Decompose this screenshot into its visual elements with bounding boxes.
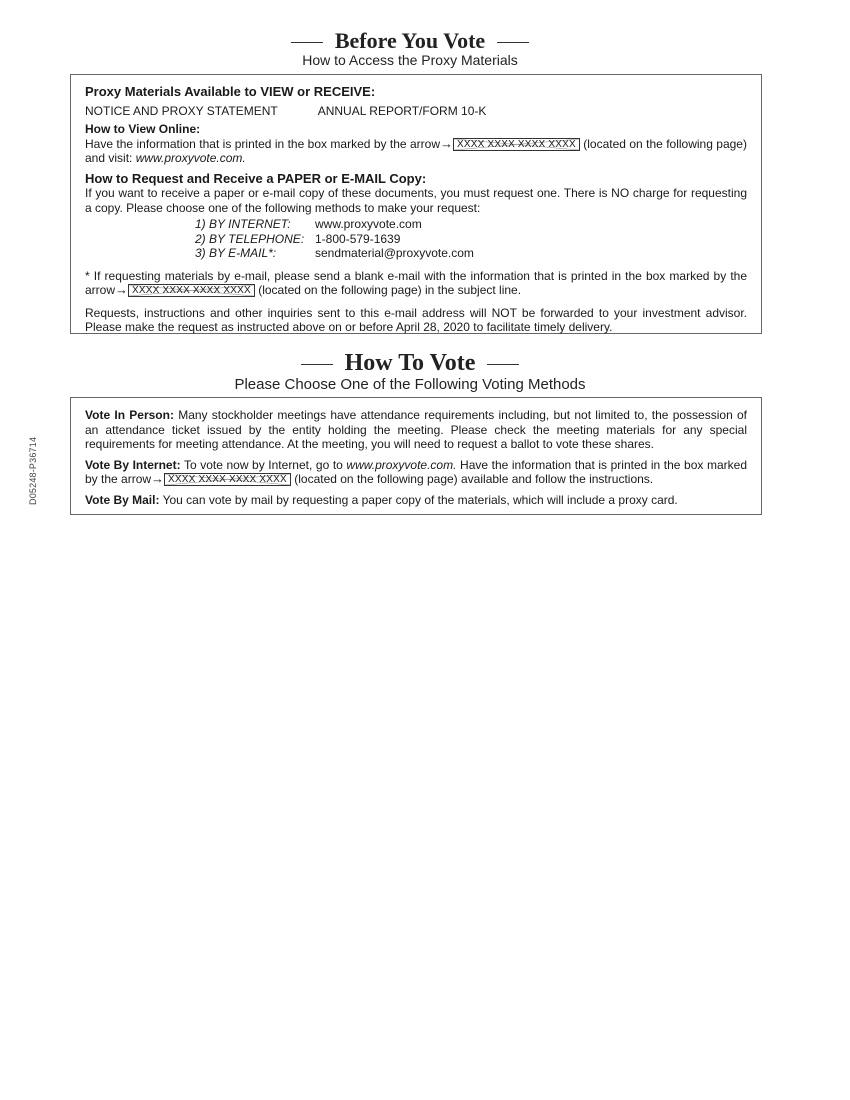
title-rule-right bbox=[487, 364, 519, 365]
method-label: 1) BY INTERNET: bbox=[195, 217, 291, 231]
before-you-vote-title bbox=[0, 28, 820, 54]
arrow-icon: → bbox=[440, 135, 453, 151]
title-rule-left bbox=[301, 364, 333, 365]
vote-in-person: Vote In Person: Many stockholder meetings have attendance requirements including, but not limited to, the possession of an attendance ticket issued by the entity holding the meeting. Please check the meeting materials for any special requirements for meeting attendance. At the meeting, you will need to request a ballot to vote these shares. bbox=[85, 408, 747, 451]
proxy-materials-box bbox=[70, 74, 762, 334]
section2-subtitle: Please Choose One of the Following Voting Methods bbox=[234, 376, 586, 393]
method-label: 3) BY E-MAIL*: bbox=[195, 246, 277, 260]
method-row bbox=[195, 232, 747, 247]
disclaimer-text: Requests, instructions and other inquiries sent to this e-mail address will NOT be forwarded to your investment advisor. Please make the request as instructed above on or before April 28, 2020 to facilitate timely delivery. bbox=[85, 305, 747, 334]
vote-by-mail-label: Vote By Mail: bbox=[85, 492, 160, 507]
vote-by-internet: Vote By Internet: To vote now by Internet, go to www.proxyvote.com. Have the information that is printed in the box marked by the arrow→ XXXX XXXX XXXX XXXX (located on the following page) available and follow the instructions. bbox=[85, 457, 747, 486]
view-online-heading: How to View Online: bbox=[85, 122, 201, 136]
method-row bbox=[195, 246, 747, 261]
section2-title: How To Vote bbox=[344, 350, 476, 376]
vote-in-person-label: Vote In Person: bbox=[85, 408, 174, 422]
method-label: 2) BY TELEPHONE: bbox=[195, 231, 305, 246]
proxyvote-link[interactable]: www.proxyvote.com. bbox=[135, 151, 246, 165]
proxyvote-link[interactable]: www.proxyvote.com. bbox=[346, 457, 457, 472]
control-number-box: XXXX XXXX XXXX XXXX bbox=[164, 473, 291, 486]
method-value[interactable]: 1-800-579-1639 bbox=[315, 231, 401, 246]
request-text: If you want to receive a paper or e-mail copy of these documents, you must request one. There is NO charge for requesting a copy. Please choose one of the following methods to make your request: bbox=[85, 186, 747, 215]
title-rule-right bbox=[497, 42, 529, 43]
document-code: D05248-P36714 bbox=[28, 436, 38, 505]
arrow-icon: → bbox=[115, 282, 129, 297]
control-number-box: XXXX XXXX XXXX XXXX bbox=[128, 284, 255, 297]
email-note: * If requesting materials by e-mail, please send a blank e-mail with the information that is printed in the box marked by the arrow→ XXXX XXXX XXXX XXXX (located on the following page) in the subject line. bbox=[85, 268, 747, 297]
section1-subtitle: How to Access the Proxy Materials bbox=[302, 52, 518, 68]
request-methods bbox=[195, 217, 747, 261]
proxy-materials-heading: Proxy Materials Available to VIEW or RECEIVE: bbox=[85, 84, 376, 99]
method-value[interactable]: www.proxyvote.com bbox=[315, 217, 422, 231]
view-online-text: Have the information that is printed in the box marked by the arrow→ XXXX XXXX XXXX XXXX (located on the following page) and visit: www.proxyvote.com. bbox=[85, 135, 747, 165]
method-row bbox=[195, 217, 747, 232]
voting-methods-box bbox=[70, 397, 762, 515]
vote-by-internet-label: Vote By Internet: bbox=[85, 457, 181, 472]
arrow-icon: → bbox=[151, 471, 165, 486]
vote-by-mail: Vote By Mail: You can vote by mail by requesting a paper copy of the materials, which will include a proxy card. bbox=[85, 492, 678, 507]
title-rule-left bbox=[291, 42, 323, 43]
method-value[interactable]: sendmaterial@proxyvote.com bbox=[315, 246, 474, 260]
section1-title: Before You Vote bbox=[334, 28, 486, 53]
materials-list bbox=[85, 104, 747, 119]
material-item: ANNUAL REPORT/FORM 10-K bbox=[317, 103, 487, 118]
material-item: NOTICE AND PROXY STATEMENT bbox=[85, 103, 278, 118]
how-to-vote-title bbox=[0, 350, 820, 377]
control-number-box: XXXX XXXX XXXX XXXX bbox=[453, 138, 580, 151]
request-heading: How to Request and Receive a PAPER or E-MAIL Copy: bbox=[85, 170, 427, 186]
